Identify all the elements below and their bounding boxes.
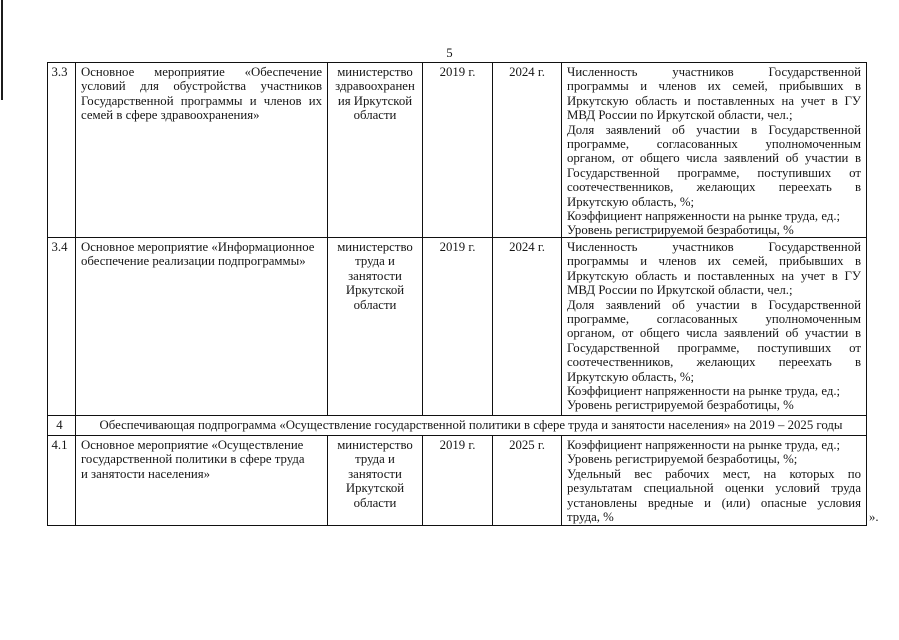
indicator-line: Уровень регистрируемой безработицы, %; [567, 452, 798, 467]
indicator-line: Государственной программе, поступивших от [567, 165, 861, 180]
measure-line: Государственной программы и членов их [81, 93, 322, 108]
end-year-cell [493, 436, 562, 526]
measure-line: Основное мероприятие «Информационное [81, 240, 315, 254]
row-number: 4.1 [51, 438, 68, 452]
indicator-line: соотечественников, желающих переехать в [567, 355, 861, 370]
measure-line: государственной политики в сфере труда [81, 452, 305, 467]
subprogram-title: Обеспечивающая подпрограмма «Осуществление государственной политики в сфере труда и занятости населения» на 2019 – 2025 годы [99, 418, 843, 432]
start-year: 2019 г. [439, 65, 476, 79]
row-number: 4 [56, 418, 63, 432]
indicator-line: органом, от общего числа заявлений об участии в [567, 151, 861, 166]
measure-cell [76, 63, 328, 238]
measure-line: условий для обустройства участников [81, 79, 322, 94]
indicator-line: Численность участников Государственной [567, 65, 861, 79]
executor-line: ия Иркутской [337, 93, 413, 108]
indicator-line: труда, % [567, 509, 614, 524]
indicator-line: Удельный вес рабочих мест, на которых по [567, 466, 861, 481]
executor-cell [328, 63, 423, 238]
start-year-cell [423, 238, 493, 416]
indicators-cell [562, 63, 867, 238]
start-year-cell [423, 436, 493, 526]
page-number: 5 [446, 46, 453, 60]
measure-cell [76, 238, 328, 416]
indicator-line: Уровень регистрируемой безработицы, % [567, 223, 794, 238]
program-table [47, 62, 867, 526]
executor-line: труда и [355, 452, 395, 467]
row-number: 3.3 [51, 65, 68, 79]
executor-line: области [353, 108, 397, 123]
measure-line: семей в сфере здравоохранения» [81, 108, 260, 123]
indicator-line: Иркутскую область и поставленных на учет в ГУ [567, 93, 861, 108]
end-year: 2025 г. [509, 438, 545, 452]
row-number: 3.4 [51, 240, 68, 254]
measure-cell [76, 436, 328, 526]
end-year-cell [493, 238, 562, 416]
indicator-line: Коэффициент напряженности на рынке труда, ед.; [567, 208, 841, 223]
executor-line: занятости [348, 268, 402, 283]
executor-cell [328, 436, 423, 526]
indicator-line: Уровень регистрируемой безработицы, % [567, 398, 794, 413]
indicators-cell [562, 238, 867, 416]
executor-line: области [353, 495, 397, 510]
end-year: 2024 г. [509, 240, 545, 254]
executor-line: министерство [337, 438, 413, 452]
executor-cell [328, 238, 423, 416]
executor-line: области [353, 297, 397, 312]
indicator-line: Иркутскую область, %; [567, 369, 695, 384]
measure-line: обеспечение реализации подпрограммы» [81, 254, 306, 269]
closing-quote-mark: ». [869, 510, 879, 524]
indicators-cell [562, 436, 867, 526]
executor-line: здравоохранен [335, 79, 415, 94]
indicator-line: Коэффициент напряженности на рынке труда, ед.; [567, 383, 841, 398]
indicator-line: Иркутскую область, %; [567, 194, 695, 209]
indicator-line: Коэффициент напряженности на рынке труда, ед.; [567, 438, 841, 452]
measure-line: Основное мероприятие «Осуществление [81, 438, 304, 452]
indicator-line: соотечественников, желающих переехать в [567, 180, 861, 195]
measure-line: Основное мероприятие «Обеспечение [81, 65, 322, 79]
row-number-cell [48, 238, 76, 416]
indicator-line: программы и членов их семей, прибывших в [567, 79, 861, 94]
executor-line: занятости [348, 466, 402, 481]
executor-line: Иркутской [345, 481, 405, 496]
indicator-line: Государственной программе, поступивших от [567, 340, 861, 355]
start-year: 2019 г. [439, 438, 476, 452]
end-year-cell [493, 63, 562, 238]
indicator-line: Доля заявлений об участии в Государственной [567, 297, 861, 312]
indicator-line: Иркутскую область и поставленных на учет в ГУ [567, 268, 861, 283]
subprogram-title-cell [76, 416, 867, 436]
indicator-line: Численность участников Государственной [567, 240, 861, 254]
row-number-cell [48, 416, 76, 436]
indicator-line: МВД России по Иркутской области, чел.; [567, 108, 793, 123]
end-year: 2024 г. [509, 65, 545, 79]
indicator-line: МВД России по Иркутской области, чел.; [567, 283, 793, 298]
indicator-line: программы и членов их семей, прибывших в [567, 254, 861, 269]
executor-line: министерство [337, 240, 413, 254]
executor-line: труда и [355, 254, 395, 269]
executor-line: министерство [337, 65, 413, 79]
start-year-cell [423, 63, 493, 238]
executor-line: Иркутской [345, 283, 405, 298]
indicator-line: установлены вредные и (или) опасные условия [567, 495, 861, 510]
row-number-cell [48, 436, 76, 526]
measure-line: и занятости населения» [81, 466, 211, 481]
indicator-line: программе, согласованных уполномоченным [567, 311, 861, 326]
indicator-line: программе, согласованных уполномоченным [567, 136, 861, 151]
indicator-line: Доля заявлений об участии в Государственной [567, 122, 861, 137]
start-year: 2019 г. [439, 240, 476, 254]
row-number-cell [48, 63, 76, 238]
indicator-line: органом, от общего числа заявлений об участии в [567, 326, 861, 341]
indicator-line: результатам специальной оценки условий труда [567, 481, 861, 496]
